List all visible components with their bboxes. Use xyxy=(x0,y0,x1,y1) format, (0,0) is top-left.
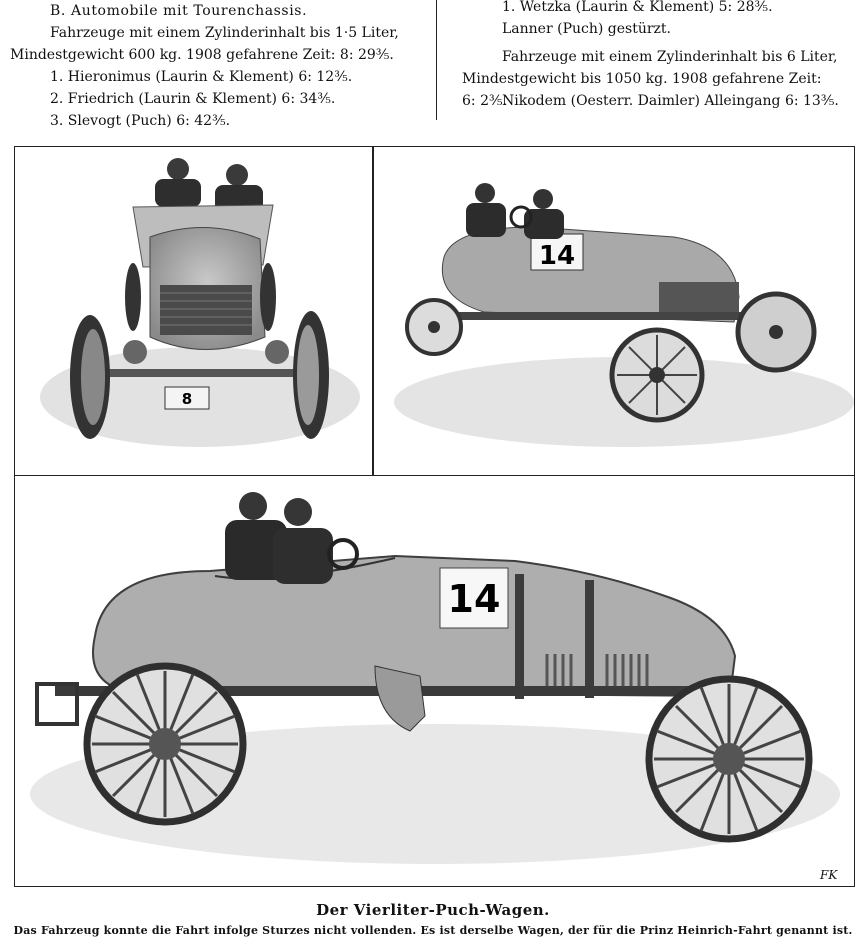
class-description-line: 6: 2⅗. xyxy=(462,93,508,109)
photo-side-view xyxy=(14,475,855,887)
photo-three-quarter-view xyxy=(373,146,855,476)
class-description-line: Fahrzeuge mit einem Zylinderinhalt bis 1·5 Liter, xyxy=(50,25,399,41)
caption-title: Der Vierliter-Puch-Wagen. xyxy=(316,901,550,919)
class-description-line: Mindestgewicht bis 1050 kg. 1908 gefahrene Zeit: xyxy=(462,71,822,87)
bottom-view-race-number: 14 xyxy=(447,577,501,621)
side-view-race-number: 14 xyxy=(538,241,576,271)
right-text-column xyxy=(462,0,858,112)
result-line: 1. Wetzka (Laurin & Klement) 5: 28⅗. xyxy=(502,0,773,15)
result-line: 1. Hieronimus (Laurin & Klement) 6: 12⅗. xyxy=(50,69,353,85)
class-description-line: Mindestgewicht 600 kg. 1908 gefahrene Zeit: 8: 29⅗. xyxy=(10,47,394,63)
class-description-line: Fahrzeuge mit einem Zylinderinhalt bis 6 Liter, xyxy=(502,49,838,65)
front-plate-number: 8 xyxy=(181,390,193,408)
category-heading: B. Automobile mit Tourenchassis. xyxy=(50,3,308,19)
caption-text: Das Fahrzeug konnte die Fahrt infolge Sturzes nicht vollenden. Es ist derselbe Wagen, der für die Prinz Heinrich-Fahrt genannt ist. xyxy=(13,924,853,937)
column-divider xyxy=(436,0,437,120)
left-text-column xyxy=(10,0,430,132)
result-line: 3. Slevogt (Puch) 6: 42⅗. xyxy=(50,113,231,129)
result-line: 2. Friedrich (Laurin & Klement) 6: 34⅗. xyxy=(50,91,336,107)
engraver-monogram: FK xyxy=(820,868,838,882)
photo-front-view xyxy=(14,146,373,476)
solo-run-line: Nikodem (Oesterr. Daimler) Alleingang 6: 13⅗. xyxy=(502,93,839,109)
crash-line: Lanner (Puch) gestürzt. xyxy=(502,21,671,37)
